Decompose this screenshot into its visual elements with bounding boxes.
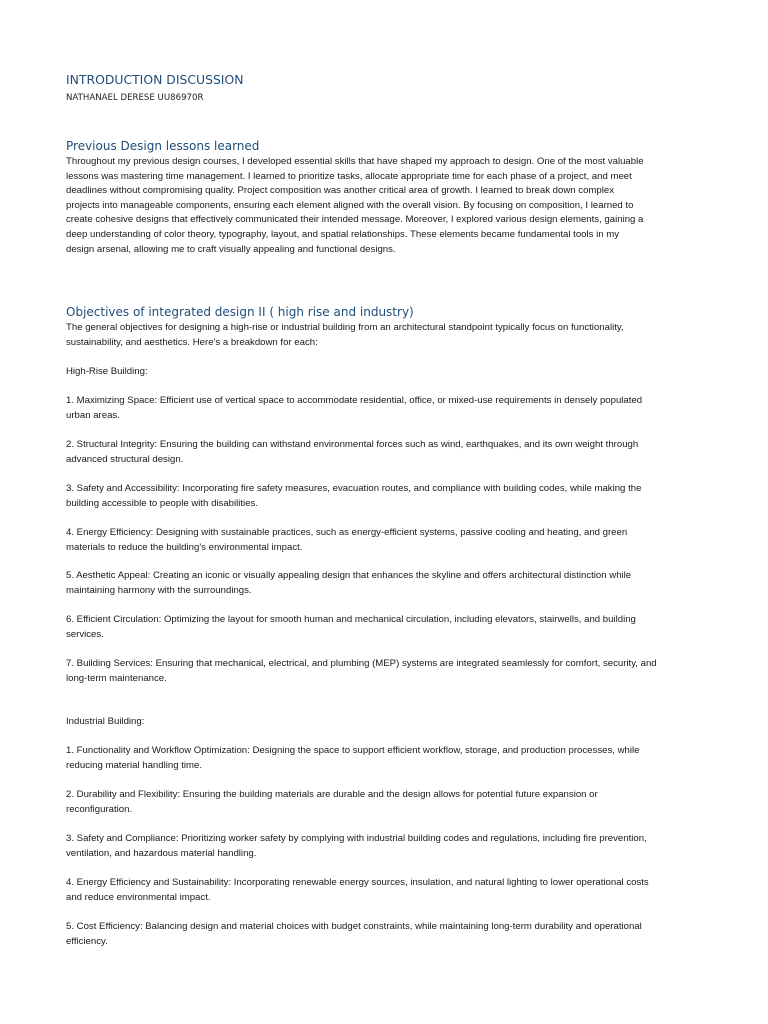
list-item-line: urban areas. — [66, 409, 120, 421]
high-rise-item — [66, 613, 636, 642]
list-item-line: maintaining harmony with the surroundings. — [66, 584, 252, 596]
paragraph-line: The general objectives for designing a high-rise or industrial building from an architectural standpoint typically focus on functionality, — [66, 322, 624, 333]
author-line: NATHANAEL DERESE UU86970R — [66, 93, 204, 103]
section-heading-objectives: Objectives of integrated design II ( high rise and industry) — [66, 305, 414, 319]
list-item-line: 1. Maximizing Space: Efficient use of vertical space to accommodate residential, office, or mixed-use requirements in densely populated — [66, 395, 643, 406]
paragraph-line: Throughout my previous design courses, I developed essential skills that have shaped my approach to design. One of the most valuable — [66, 156, 644, 167]
list-item-line: ventilation, and hazardous material handling. — [66, 847, 257, 859]
list-item-line: 4. Energy Efficiency and Sustainability: Incorporating renewable energy sources, insulation, and natural lighting to lower operational costs — [66, 877, 649, 888]
list-item-line: 5. Cost Efficiency: Balancing design and material choices with budget constraints, while maintaining long-term durability and operational — [66, 921, 642, 932]
industrial-item — [66, 920, 642, 949]
high-rise-item — [66, 657, 657, 686]
list-item-line: 5. Aesthetic Appeal: Creating an iconic or visually appealing design that enhances the skyline and offers architectural distinction while — [66, 570, 632, 581]
list-item-line: 6. Efficient Circulation: Optimizing the layout for smooth human and mechanical circulation, including elevators, stairwells, and building — [66, 614, 636, 625]
paragraph-line: deep understanding of color theory, typography, layout, and spatial relationships. These elements became fundamental tools in my — [66, 228, 620, 240]
list-item-line: and reduce environmental impact. — [66, 891, 211, 903]
list-item-line: 3. Safety and Accessibility: Incorporating fire safety measures, evacuation routes, and compliance with building codes, while making the — [66, 483, 642, 494]
list-item-line: reducing material handling time. — [66, 759, 202, 771]
paragraph-line: lessons was mastering time management. I learned to prioritize tasks, allocate appropriate time for each phase of a project, and meet — [66, 170, 632, 182]
objectives-intro-paragraph — [66, 321, 624, 350]
paragraph-line: sustainability, and aesthetics. Here's a breakdown for each: — [66, 336, 318, 348]
high-rise-item — [66, 526, 627, 555]
high-rise-label: High-Rise Building: — [66, 366, 148, 377]
list-item-line: advanced structural design. — [66, 453, 184, 465]
high-rise-item — [66, 438, 638, 467]
industrial-item — [66, 788, 598, 817]
industrial-item — [66, 832, 647, 861]
previous-lessons-paragraph — [66, 155, 644, 257]
industrial-item — [66, 876, 649, 905]
paragraph-line: design arsenal, allowing me to craft visually appealing and functional designs. — [66, 243, 396, 255]
list-item-line: long-term maintenance. — [66, 672, 167, 684]
paragraph-line: deadlines without compromising quality. Project composition was another critical area of growth. I learned to break down complex — [66, 185, 615, 197]
list-item-line: efficiency. — [66, 935, 108, 947]
list-item-line: services. — [66, 628, 104, 640]
list-item-line: 4. Energy Efficiency: Designing with sustainable practices, such as energy-efficient systems, passive cooling and heating, and green — [66, 527, 628, 538]
list-item-line: materials to reduce the building's environmental impact. — [66, 541, 303, 553]
list-item-line: 2. Structural Integrity: Ensuring the building can withstand environmental forces such as wind, earthquakes, and its own weight through — [66, 439, 639, 450]
list-item-line: building accessible to people with disabilities. — [66, 497, 258, 509]
high-rise-item — [66, 482, 641, 511]
paragraph-line: projects into manageable components, ensuring each element aligned with the overall vision. By focusing on composition, I learned to — [66, 199, 634, 211]
list-item-line: 1. Functionality and Workflow Optimization: Designing the space to support efficient workflow, storage, and production processes, while — [66, 745, 640, 756]
list-item-line: reconfiguration. — [66, 803, 133, 815]
high-rise-item — [66, 394, 642, 423]
industrial-label: Industrial Building: — [66, 716, 145, 727]
industrial-item — [66, 744, 639, 773]
list-item-line: 2. Durability and Flexibility: Ensuring the building materials are durable and the design allows for potential future expansion or — [66, 789, 598, 800]
document-title: INTRODUCTION DISCUSSION — [66, 72, 244, 87]
section-heading-previous-lessons: Previous Design lessons learned — [66, 139, 260, 153]
paragraph-line: create cohesive designs that effectively communicated their intended message. Moreover, I explored various design elements, gaining a — [66, 214, 644, 226]
list-item-line: 7. Building Services: Ensuring that mechanical, electrical, and plumbing (MEP) systems are integrated seamlessly for comfort, security, and — [66, 658, 657, 669]
list-item-line: 3. Safety and Compliance: Prioritizing worker safety by complying with industrial building codes and regulations, including fire prevention, — [66, 833, 647, 844]
high-rise-item — [66, 569, 631, 598]
